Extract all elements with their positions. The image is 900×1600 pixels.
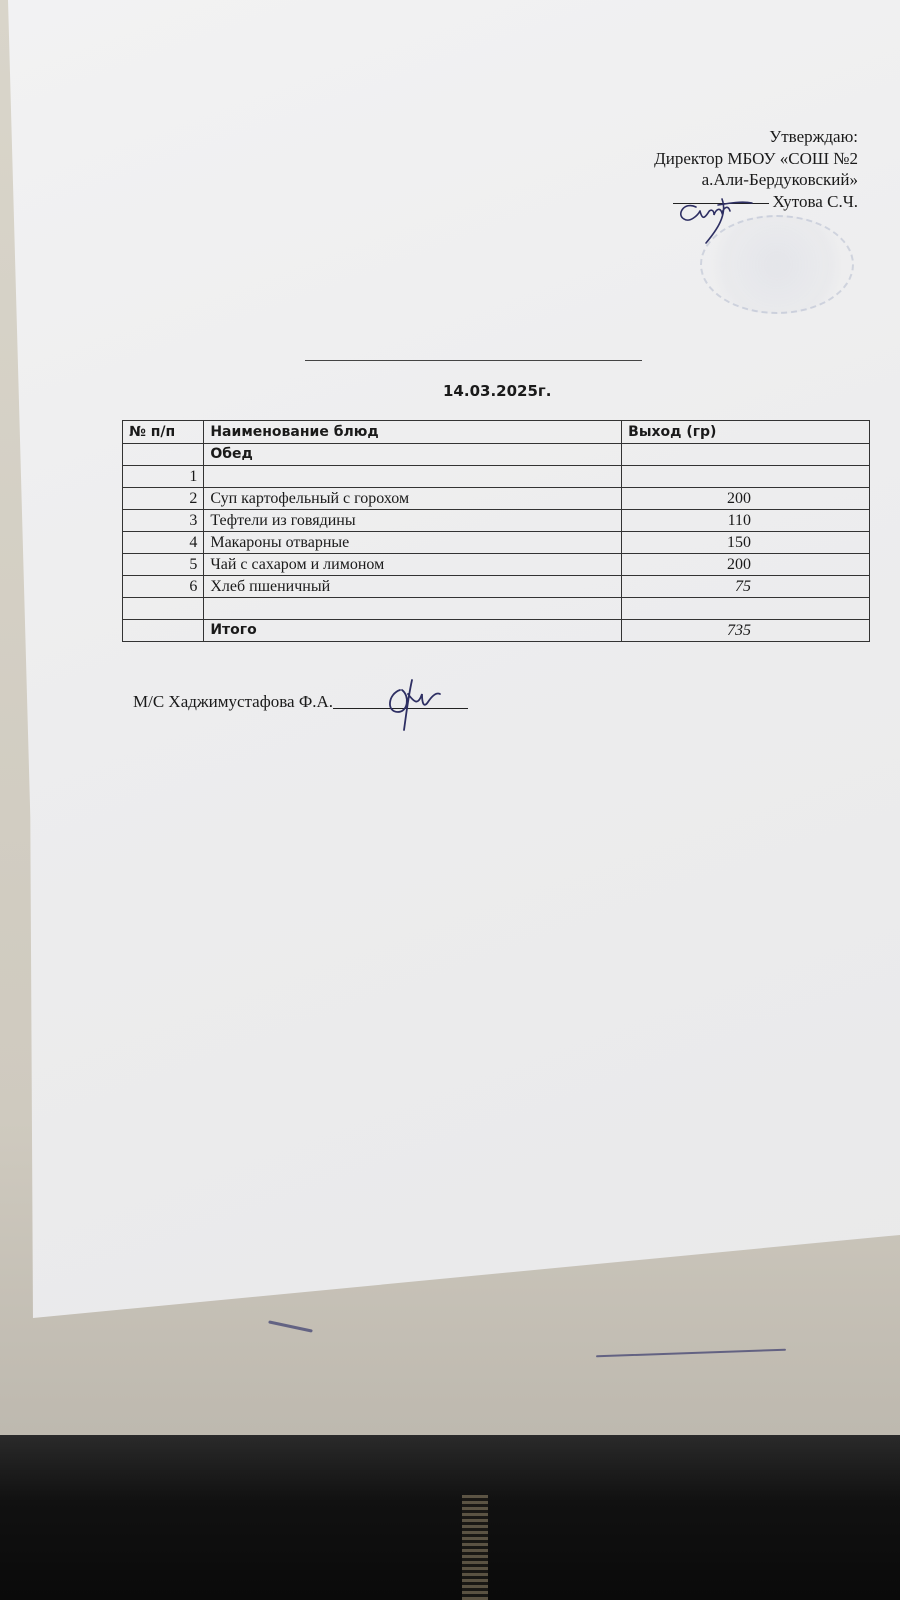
row-num: 3 <box>123 510 204 532</box>
row-num: 4 <box>123 532 204 554</box>
row-dish: Тефтели из говядины <box>204 510 622 532</box>
table-row <box>123 576 870 598</box>
header-output: Выход (гр) <box>622 421 870 444</box>
row-dish <box>204 466 622 488</box>
director-name: Хутова С.Ч. <box>772 191 858 211</box>
row-output: 110 <box>727 512 751 529</box>
row-num: 1 <box>123 466 204 488</box>
table-header-row <box>123 421 870 444</box>
row-dish: Чай с сахаром и лимоном <box>204 554 622 576</box>
menu-table <box>122 420 870 642</box>
table-row <box>123 444 870 466</box>
nurse-signature <box>378 672 448 732</box>
approval-title: Утверждаю: <box>769 127 858 146</box>
row-num: 5 <box>123 554 204 576</box>
row-output: 150 <box>727 534 751 551</box>
row-output: 200 <box>727 556 751 573</box>
row-output: 75 <box>735 578 751 595</box>
table-row <box>123 532 870 554</box>
document-date: 14.03.2025г. <box>443 382 552 400</box>
table-row <box>123 598 870 620</box>
approval-position: Директор МБОУ «СОШ №2 <box>654 148 858 168</box>
section-title: Обед <box>204 444 622 466</box>
header-num: № п/п <box>123 421 204 444</box>
row-num: 6 <box>123 576 204 598</box>
row-dish: Макароны отварные <box>204 532 622 554</box>
director-signature <box>670 185 760 245</box>
zipper <box>462 1495 488 1600</box>
header-name: Наименование блюд <box>204 421 622 444</box>
total-label: Итого <box>204 620 622 642</box>
table-row <box>123 488 870 510</box>
nurse-name: М/С Хаджимустафова Ф.А. <box>133 692 334 711</box>
table-row <box>123 554 870 576</box>
dark-fabric <box>0 1435 900 1600</box>
approval-school: а.Али-Бердуковский» <box>701 170 858 189</box>
header-divider <box>305 360 642 361</box>
row-dish: Суп картофельный с горохом <box>204 488 622 510</box>
row-dish <box>204 598 622 620</box>
table-row <box>123 466 870 488</box>
table-total-row <box>123 620 870 642</box>
row-dish: Хлеб пшеничный <box>204 576 622 598</box>
row-num: 2 <box>123 488 204 510</box>
row-num <box>123 598 204 620</box>
table-row <box>123 510 870 532</box>
row-output: 200 <box>727 490 751 507</box>
total-value: 735 <box>727 622 751 639</box>
